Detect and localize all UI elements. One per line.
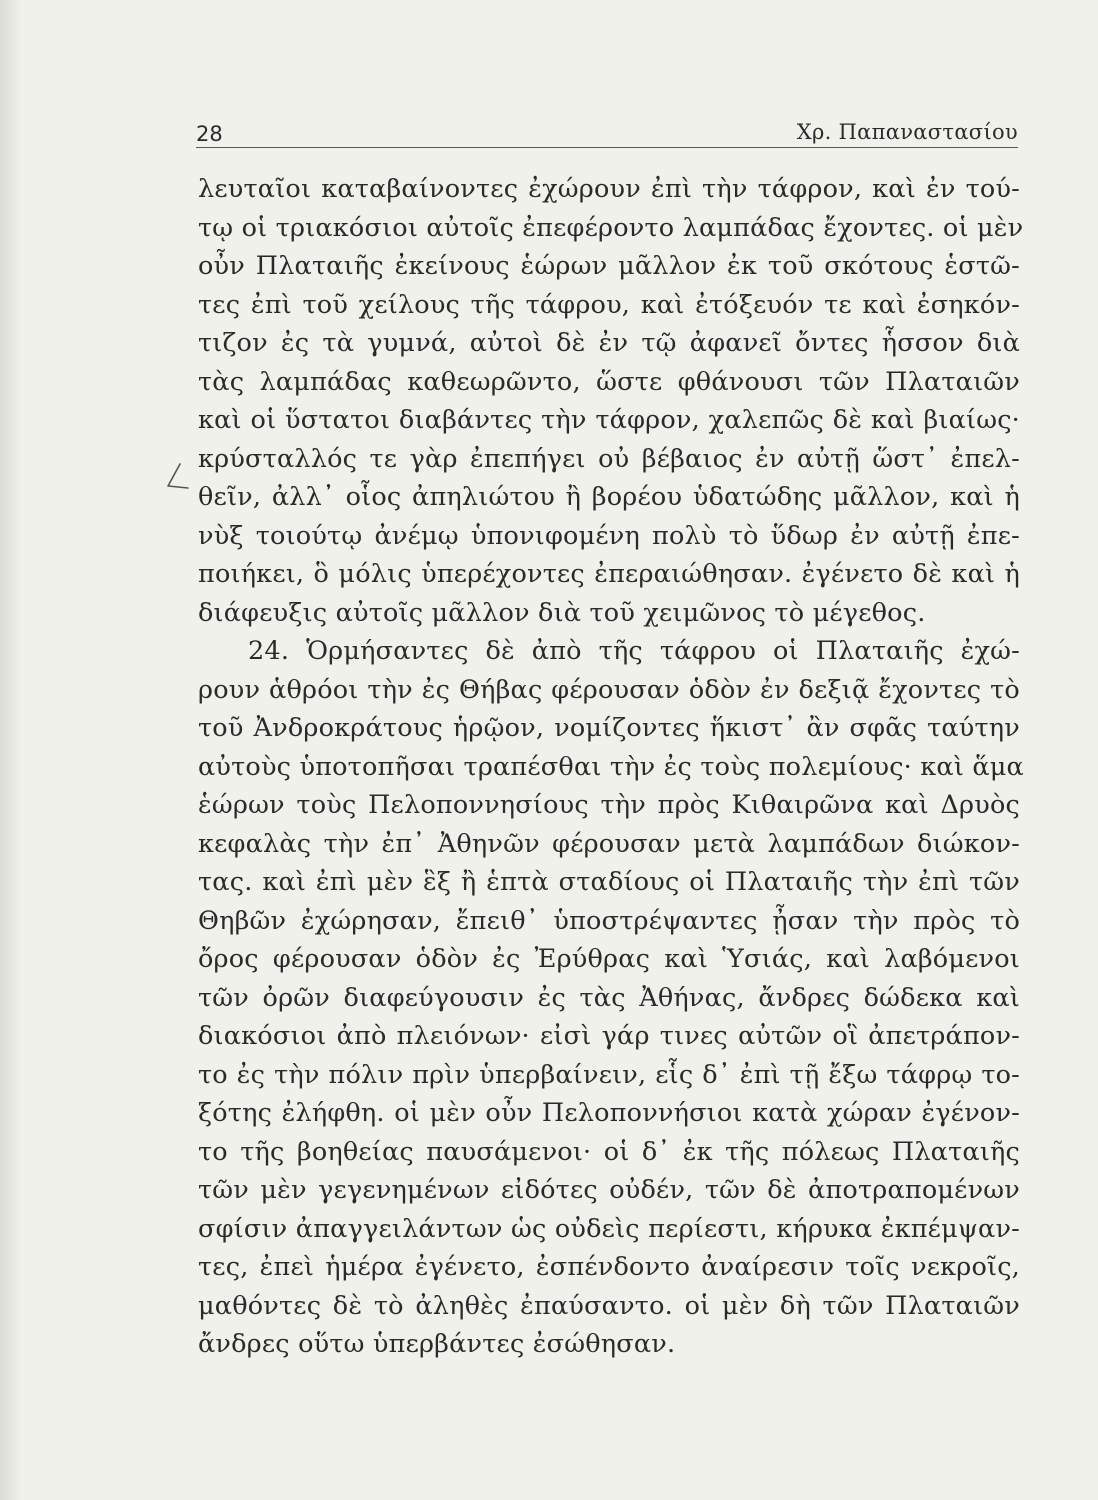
- text-line: τας. καὶ ἐπὶ μὲν ἓξ ἢ ἑπτὰ σταδίους οἱ Πλαταιῆς τὴν ἐπὶ τῶν: [198, 867, 1020, 897]
- paragraph-end-line: διάφευξις αὐτοῖς μᾶλλον διὰ τοῦ χειμῶνος τὸ μέγεθος.: [198, 597, 926, 628]
- text-line: τες ἐπὶ τοῦ χείλους τῆς τάφρου, καὶ ἐτόξευόν τε καὶ ἐσηκόν-: [198, 289, 1020, 320]
- text-line: ὄρος φέρουσαν ὁδὸν ἐς Ἐρύθρας καὶ Ὑσιάς, καὶ λαβόμενοι: [198, 944, 1020, 974]
- text-line: αὐτοὺς ὑποτοπῆσαι τραπέσθαι τὴν ἐς τοὺς πολεμίους· καὶ ἅμα: [198, 751, 1024, 782]
- text-line: τῶν μὲν γεγενημένων εἰδότες οὐδέν, τῶν δὲ ἀποτραπομένων: [198, 1175, 1020, 1205]
- text-line: ποιήκει, ὃ μόλις ὑπερέχοντες ἐπεραιώθησαν. ἐγένετο δὲ καὶ ἡ: [198, 559, 1020, 589]
- text-line: το τῆς βοηθείας παυσάμενοι· οἱ δ᾽ ἐκ τῆς πόλεως Πλαταιῆς: [198, 1136, 1020, 1167]
- text-line: ἑώρων τοὺς Πελοποννησίους τὴν πρὸς Κιθαιρῶνα καὶ Δρυὸς: [198, 790, 1020, 820]
- header-rule: [196, 147, 1018, 148]
- section-24-start-line: 24. Ὁρμήσαντες δὲ ἀπὸ τῆς τάφρου οἱ Πλαταιῆς ἐχώ-: [248, 636, 1020, 666]
- paragraph-end-line: ἄνδρες οὕτω ὑπερβάντες ἐσώθησαν.: [198, 1329, 676, 1359]
- text-line: λευταῖοι καταβαίνοντες ἐχώρουν ἐπὶ τὴν τάφρον, καὶ ἐν τού-: [198, 174, 1020, 204]
- text-line: τιζον ἐς τὰ γυμνά, αὐτοὶ δὲ ἐν τῷ ἀφανεῖ ὄντες ἧσσον διὰ: [198, 328, 1020, 358]
- text-line: τες, ἐπεὶ ἡμέρα ἐγένετο, ἐσπένδοντο ἀναίρεσιν τοῖς νεκροῖς,: [198, 1252, 1020, 1282]
- page-number: 28: [196, 122, 223, 146]
- text-line: ξότης ἐλήφθη. οἱ μὲν οὖν Πελοποννήσιοι κατὰ χώραν ἐγένον-: [198, 1098, 1020, 1128]
- text-line: τῶν ὀρῶν διαφεύγουσιν ἐς τὰς Ἀθήνας, ἄνδρες δώδεκα καὶ: [198, 982, 1020, 1013]
- text-line: μαθόντες δὲ τὸ ἀληθὲς ἐπαύσαντο. οἱ μὲν δὴ τῶν Πλαταιῶν: [198, 1290, 1020, 1321]
- text-line: κεφαλὰς τὴν ἐπ᾽ Ἀθηνῶν φέρουσαν μετὰ λαμπάδων διώκον-: [198, 828, 1020, 859]
- text-line: θεῖν, ἀλλ᾽ οἷος ἀπηλιώτου ἢ βορέου ὑδατώδης μᾶλλον, καὶ ἡ: [198, 482, 1020, 512]
- margin-pencil-mark: [160, 462, 190, 492]
- text-line: νὺξ τοιούτῳ ἀνέμῳ ὑπονιφομένη πολὺ τὸ ὕδωρ ἐν αὐτῇ ἐπε-: [198, 520, 1020, 551]
- text-line: Θηβῶν ἐχώρησαν, ἔπειθ᾽ ὑποστρέψαντες ᾖσαν τὴν πρὸς τὸ: [198, 905, 1020, 936]
- text-line: τὰς λαμπάδας καθεωρῶντο, ὥστε φθάνουσι τῶν Πλαταιῶν: [198, 366, 1020, 397]
- page-edge-shadow: [0, 0, 22, 1500]
- text-line: διακόσιοι ἀπὸ πλειόνων· εἰσὶ γάρ τινες αὐτῶν οἳ ἀπετράπον-: [198, 1021, 1020, 1051]
- text-line: σφίσιν ἀπαγγειλάντων ὡς οὐδεὶς περίεστι, κήρυκα ἐκπέμψαν-: [198, 1213, 1020, 1244]
- body-text: [198, 170, 1024, 1364]
- text-line: τοῦ Ἀνδροκράτους ἡρῷον, νομίζοντες ἥκιστ᾽ ἂν σφᾶς ταύτην: [198, 713, 1020, 743]
- text-line: καὶ οἱ ὕστατοι διαβάντες τὴν τάφρον, χαλεπῶς δὲ καὶ βιαίως·: [198, 405, 1020, 435]
- text-line: τῳ οἱ τριακόσιοι αὐτοῖς ἐπεφέροντο λαμπάδας ἔχοντες. οἱ μὲν: [198, 212, 1024, 243]
- text-line: οὖν Πλαταιῆς ἐκείνους ἑώρων μᾶλλον ἐκ τοῦ σκότους ἑστῶ-: [198, 251, 1020, 281]
- text-line: το ἐς τὴν πόλιν πρὶν ὑπερβαίνειν, εἷς δ᾽ ἐπὶ τῇ ἔξω τάφρῳ το-: [198, 1059, 1020, 1090]
- text-line: ρουν ἁθρόοι τὴν ἐς Θήβας φέρουσαν ὁδὸν ἐν δεξιᾷ ἔχοντες τὸ: [198, 674, 1020, 705]
- running-head: [196, 118, 1018, 150]
- running-head-author: Χρ. Παπαναστασίου: [796, 120, 1018, 144]
- text-line: κρύσταλλός τε γὰρ ἐπεπήγει οὐ βέβαιος ἐν αὐτῇ ὥστ᾽ ἐπελ-: [198, 443, 1020, 474]
